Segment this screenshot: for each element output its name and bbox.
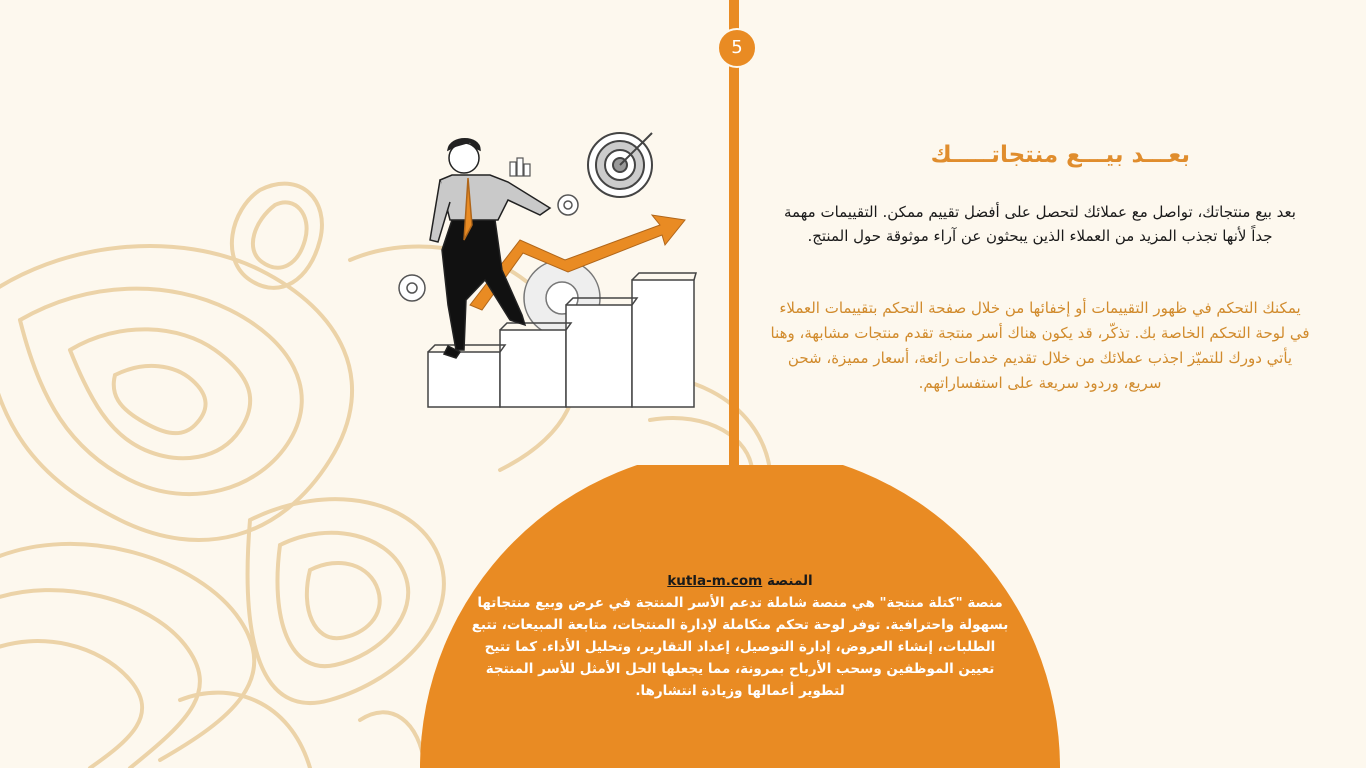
platform-heading: [470, 570, 1010, 592]
timeline-line: [729, 0, 739, 470]
platform-description: منصة "كتلة منتجة" هي منصة شاملة تدعم الأسر المنتجة في عرض وبيع منتجاتها بسهولة واحترافية. توفر لوحة تحكم متكاملة لإدارة المنتجات، متابعة المبيعات، تتبع الطلبات، إنشاء العروض، إدارة التوصيل، إعداد التقارير، وتحليل الأداء. كما تتيح تعيين الموظفين وسحب الأرباح بمرونة، مما يجعلها الحل الأمثل للأسر المنتجة لتطوير أعمالها وزيادة انتشارها.: [471, 595, 1009, 699]
platform-label: المنصة: [766, 573, 813, 589]
reviews-paragraph: بعد بيع منتجاتك، تواصل مع عملائك لتحصل على أفضل تقييم ممكن. التقييمات مهمة جداً لأنها تجذب المزيد من العملاء الذين يبحثون عن آراء موثوقة حول المنتج.: [784, 203, 1296, 245]
page-number-badge: 5: [717, 28, 757, 68]
platform-description-block: [470, 570, 1010, 702]
bar-chart-icon: [510, 158, 530, 176]
reviews-control-paragraph: يمكنك التحكم في ظهور التقييمات أو إخفائها من خلال صفحة التحكم بتقييمات العملاء في لوحة التحكم الخاصة بك. تذكّر، قد يكون هناك أسر منتجة تقدم منتجات مشابهة، وهنا يأتي دورك للتميّز اجذب عملائك من خلال تقديم خدمات رائعة، أسعار مميزة، شحن سريع، وردود سريعة على استفساراتهم.: [770, 299, 1310, 392]
target-icon: [588, 133, 652, 197]
platform-link[interactable]: kutla-m.com: [667, 573, 763, 589]
section-title: بعـــد بيـــع منتجاتـــــك: [930, 142, 1190, 168]
businessman-growth-illustration: [390, 120, 710, 420]
